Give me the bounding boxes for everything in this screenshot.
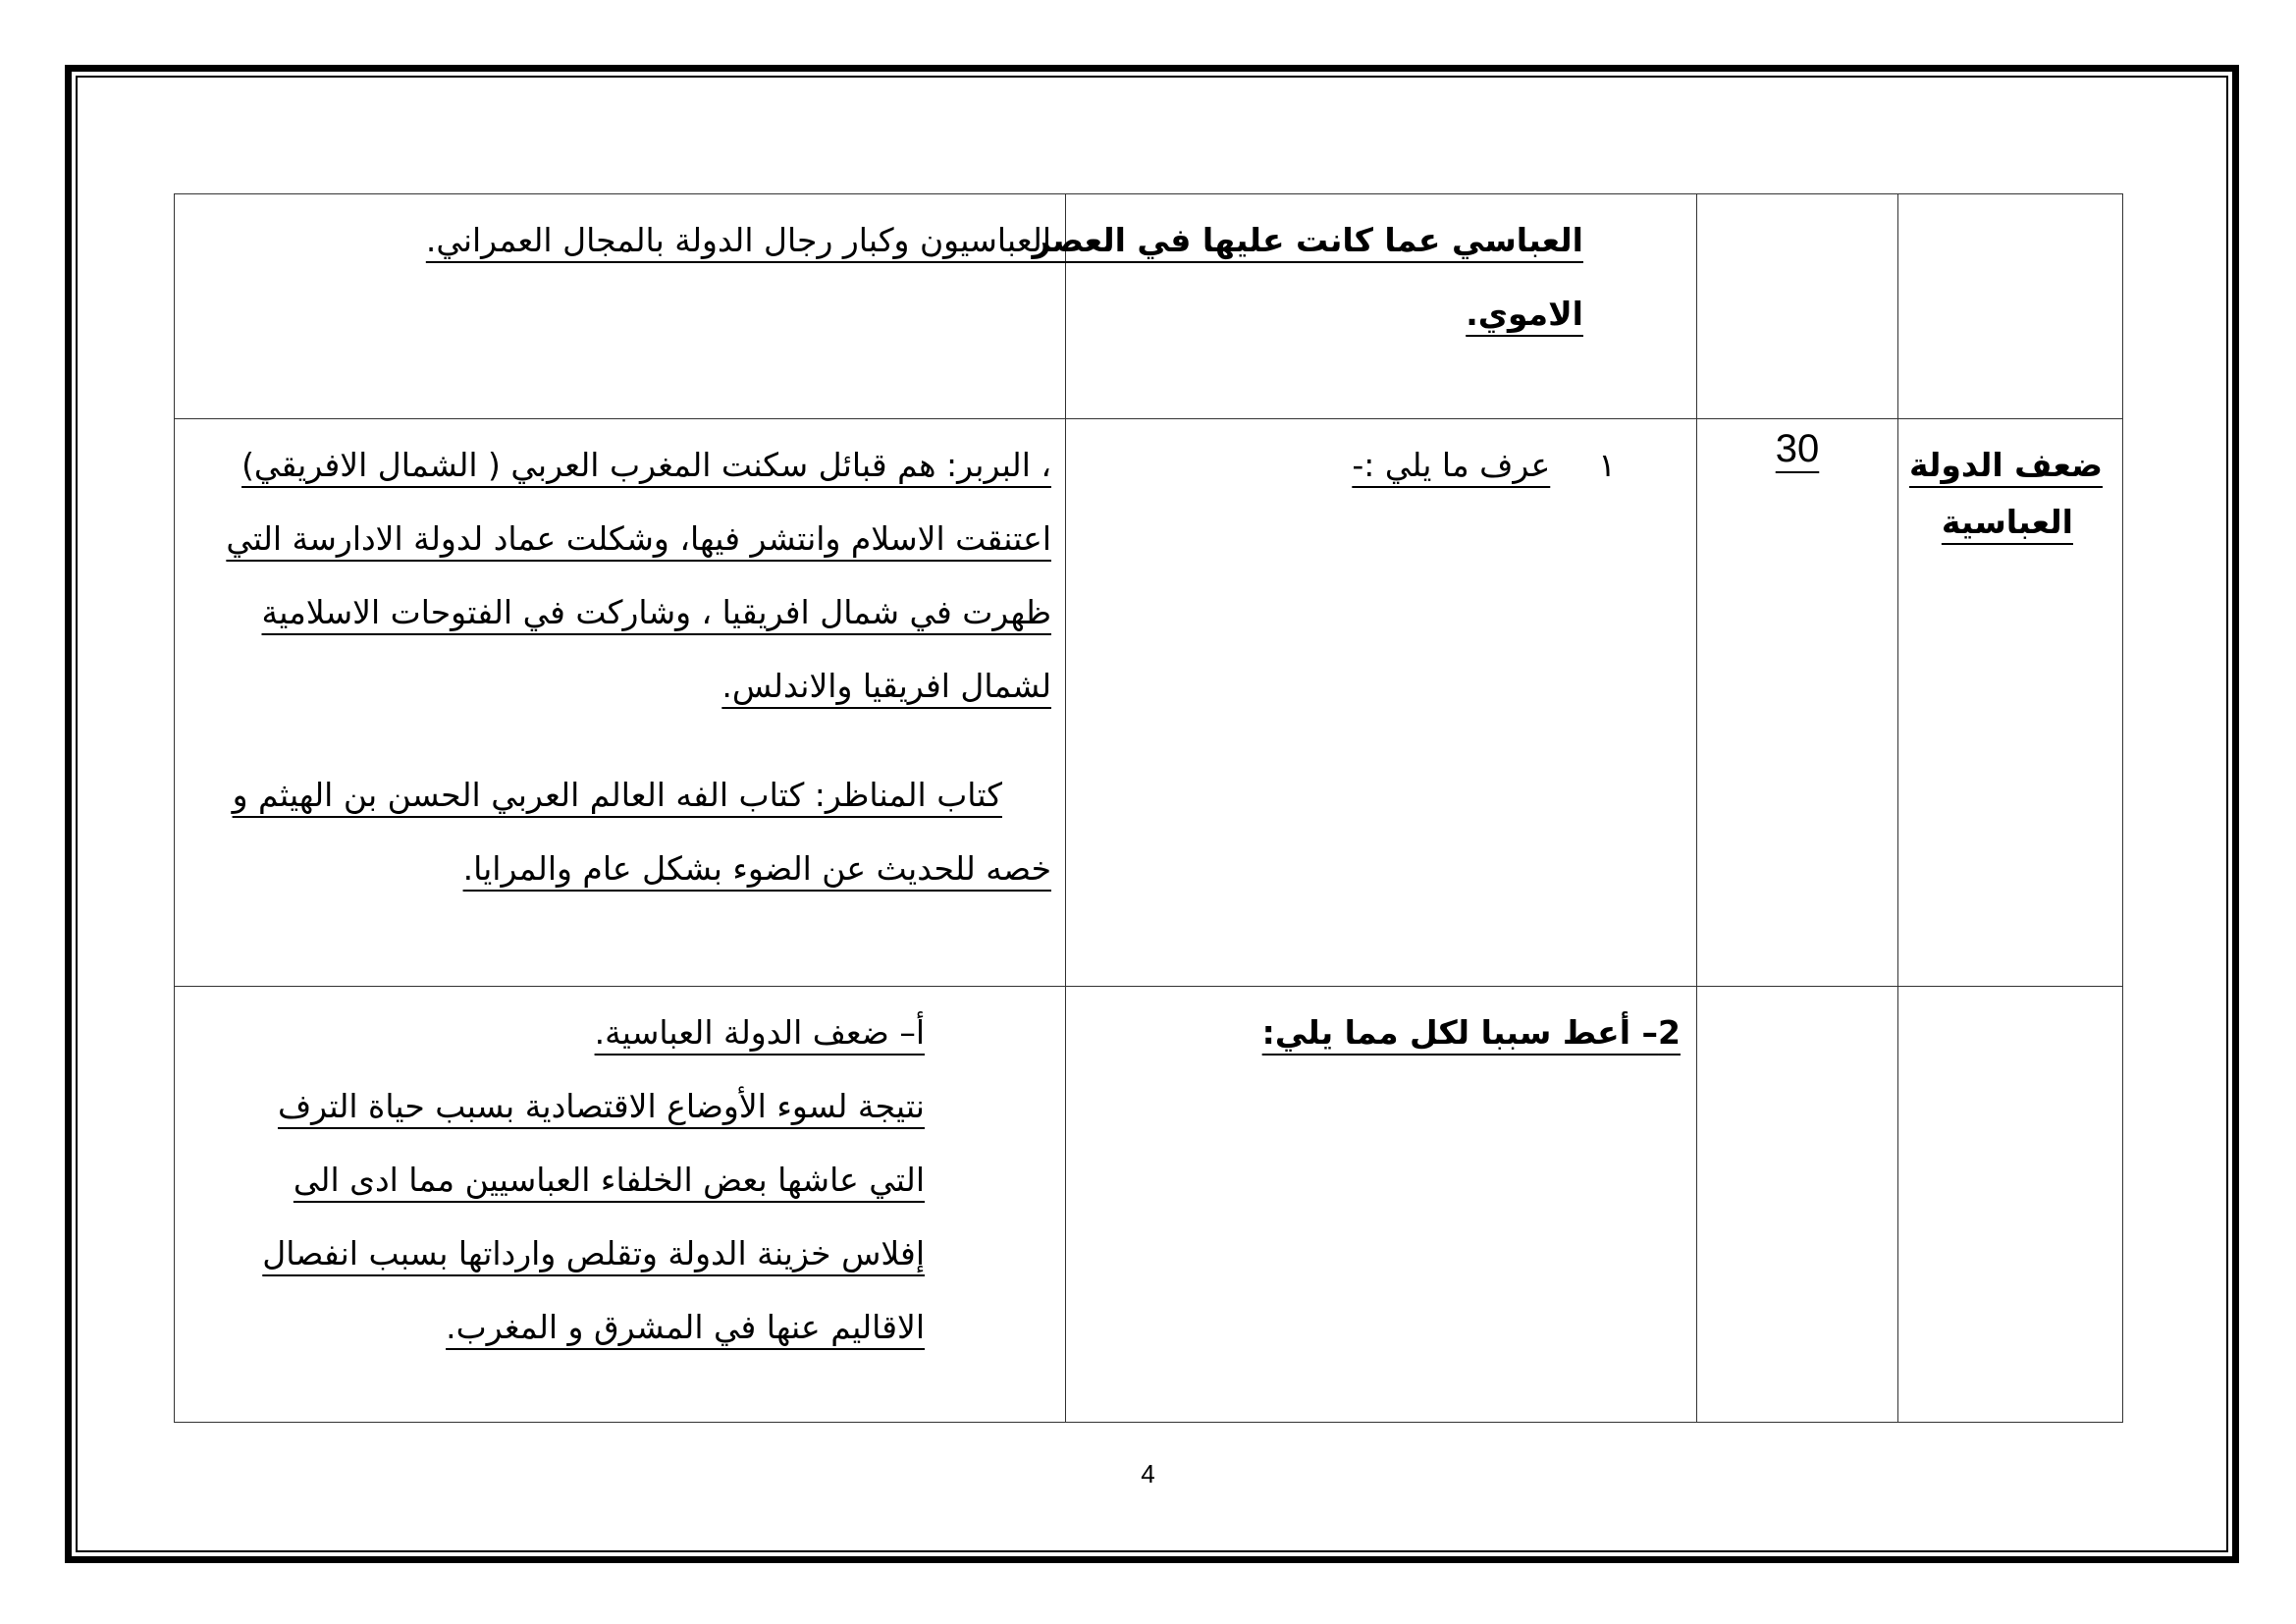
answer-cell [175, 987, 1066, 1423]
answer-line: نتيجة لسوء الأوضاع الاقتصادية بسبب حياة الترف [277, 1087, 925, 1125]
question-text: 2– أعط سببا لكل مما يلي: [1261, 1013, 1681, 1052]
answer-line: لشمال افريقيا والاندلس. [721, 667, 1051, 705]
topic-cell [1898, 194, 2123, 419]
answer-line: ، البربر: هم قبائل سكنت المغرب العربي ( الشمال الافريقي) [241, 446, 1051, 484]
score-value [1697, 987, 1897, 995]
question-number: ١ [1598, 446, 1616, 484]
topic-line: ضعف الدولة [1909, 446, 2103, 484]
topic-cell [1898, 419, 2123, 987]
topic-cell [1898, 987, 2123, 1423]
paragraph-gap [185, 730, 1051, 765]
answer-cell [175, 194, 1066, 419]
answer-line: إفلاس خزينة الدولة وتقلص وارداتها بسبب انفصال [262, 1234, 925, 1272]
question-cell [1066, 419, 1697, 987]
answer-line: أ– ضعف الدولة العباسية. [594, 1013, 925, 1052]
table-row [175, 987, 2123, 1423]
question-text: عرف ما يلي :- [1352, 446, 1551, 484]
score-value [1697, 194, 1897, 202]
answer-line: ظهرت في شمال افريقيا ، وشاركت في الفتوحات الاسلامية [261, 593, 1051, 631]
page-number: 4 [1141, 1459, 1155, 1489]
score-cell [1697, 419, 1898, 987]
table-row [175, 419, 2123, 987]
answer-line: الاقاليم عنها في المشرق و المغرب. [446, 1308, 925, 1346]
question-cell [1032, 194, 1697, 419]
answer-line: اعتنقت الاسلام وانتشر فيها، وشكلت عماد لدولة الادارسة التي [226, 519, 1051, 558]
answer-line: العباسيون وكبار رجال الدولة بالمجال العمراني. [425, 221, 1051, 259]
table-row [175, 194, 2123, 419]
answer-line: خصه للحديث عن الضوء بشكل عام والمرايا. [462, 849, 1051, 888]
question-cell [1066, 987, 1697, 1423]
answer-line: كتاب المناظر: كتاب الفه العالم العربي الحسن بن الهيثم و [232, 776, 1002, 814]
question-line: العباسي عما كانت عليها في العصر [1032, 221, 1583, 259]
answer-line: التي عاشها بعض الخلفاء العباسيين مما ادى الى [293, 1161, 925, 1199]
score-value: 30 [1775, 427, 1820, 470]
score-cell [1697, 987, 1898, 1423]
lesson-table [174, 193, 2123, 1423]
answer-cell [175, 419, 1066, 987]
topic-line: العباسية [1941, 503, 2073, 541]
score-cell [1697, 194, 1898, 419]
question-line: الاموي. [1466, 295, 1583, 333]
